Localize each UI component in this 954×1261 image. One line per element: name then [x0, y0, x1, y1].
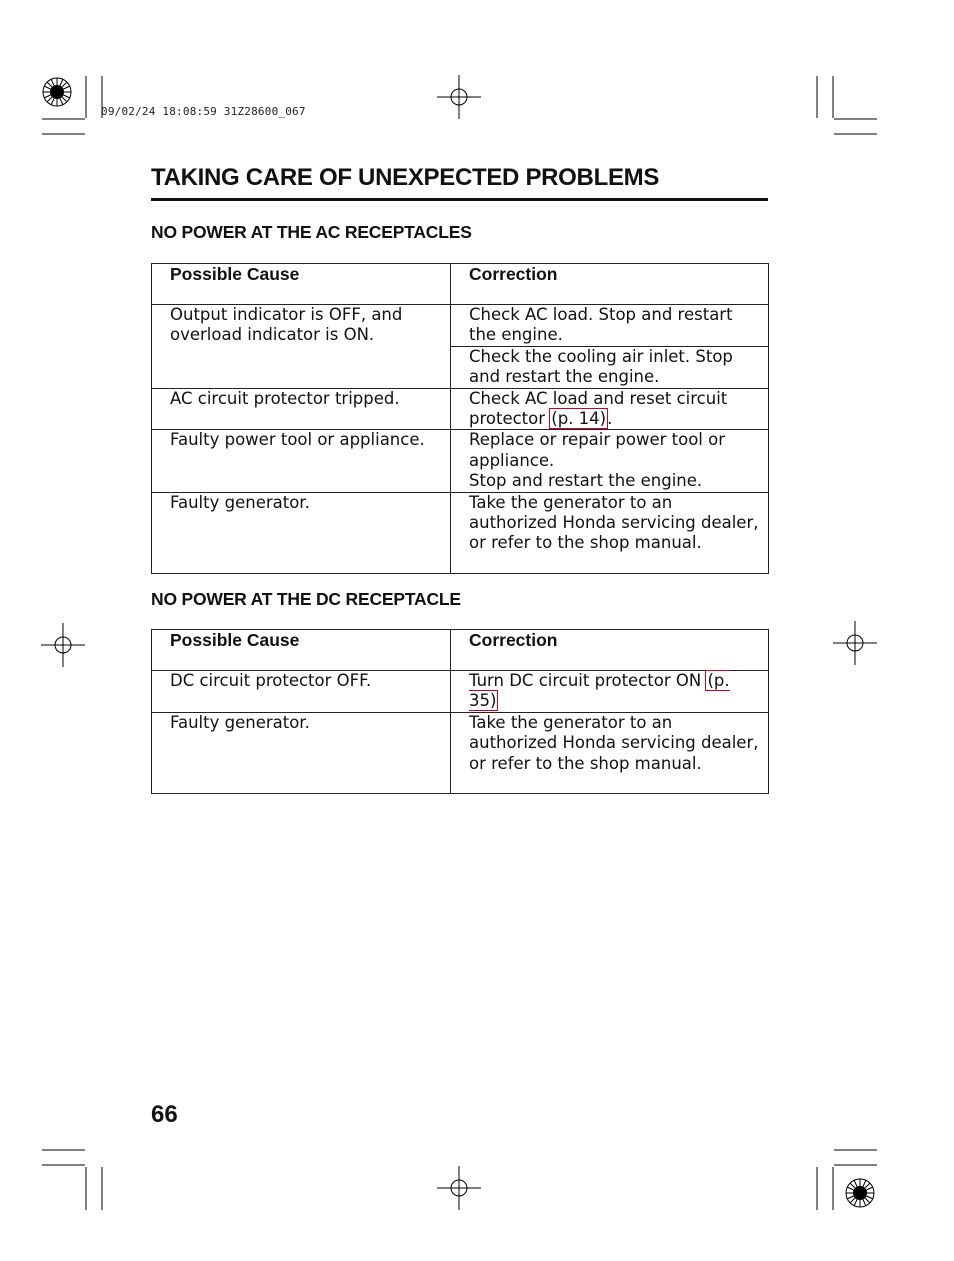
correction-period: .: [607, 409, 613, 429]
correction-cell: Check the cooling air inlet. Stop and restart the engine.: [451, 346, 769, 388]
ac-troubleshooting-table: [151, 263, 769, 574]
dc-section-heading: NO POWER AT THE DC RECEPTACLE: [151, 589, 461, 609]
cause-cell: Output indicator is OFF, and overload indicator is ON.: [152, 305, 451, 389]
print-stamp: 09/02/24 18:08:59 31Z28600_067: [101, 105, 306, 118]
correction-text: Check AC load and reset circuit protector: [469, 388, 728, 429]
correction-line: Stop and restart the engine.: [469, 471, 703, 491]
header-possible-cause: Possible Cause: [152, 630, 451, 671]
page-reference-link[interactable]: (p. 35): [469, 671, 730, 711]
dc-troubleshooting-table: [151, 629, 769, 794]
title-underline: [151, 198, 768, 201]
correction-cell: [451, 430, 769, 492]
table-header-row: [152, 630, 769, 671]
header-possible-cause: Possible Cause: [152, 264, 451, 305]
correction-line: Replace or repair power tool or appliance.: [469, 430, 726, 470]
table-header-row: [152, 264, 769, 305]
page-title: TAKING CARE OF UNEXPECTED PROBLEMS: [151, 164, 660, 191]
table-row: [152, 712, 769, 793]
cause-cell: Faulty generator.: [152, 712, 451, 793]
table-row: [152, 305, 769, 347]
correction-text: Turn DC circuit protector ON: [469, 671, 707, 690]
cause-cell: DC circuit protector OFF.: [152, 671, 451, 713]
cause-cell: AC circuit protector tripped.: [152, 388, 451, 430]
header-correction: Correction: [451, 630, 769, 671]
table-row: [152, 430, 769, 492]
correction-cell: [451, 388, 769, 430]
cause-cell: Faulty generator.: [152, 492, 451, 573]
correction-cell: [451, 671, 769, 713]
page-number: 66: [151, 1101, 178, 1128]
ac-section-heading: NO POWER AT THE AC RECEPTACLES: [151, 222, 472, 242]
page-reference-link[interactable]: (p. 14): [551, 409, 607, 429]
registration-target-icon: [43, 78, 71, 106]
correction-cell: Take the generator to an authorized Honda servicing dealer, or refer to the shop manual.: [451, 492, 769, 573]
table-row: [152, 671, 769, 713]
registration-target-icon: [846, 1179, 874, 1207]
table-row: [152, 388, 769, 430]
correction-cell: Check AC load. Stop and restart the engine.: [451, 305, 769, 347]
cause-cell: Faulty power tool or appliance.: [152, 430, 451, 492]
header-correction: Correction: [451, 264, 769, 305]
correction-cell: Take the generator to an authorized Honda servicing dealer, or refer to the shop manual.: [451, 712, 769, 793]
table-row: [152, 492, 769, 573]
